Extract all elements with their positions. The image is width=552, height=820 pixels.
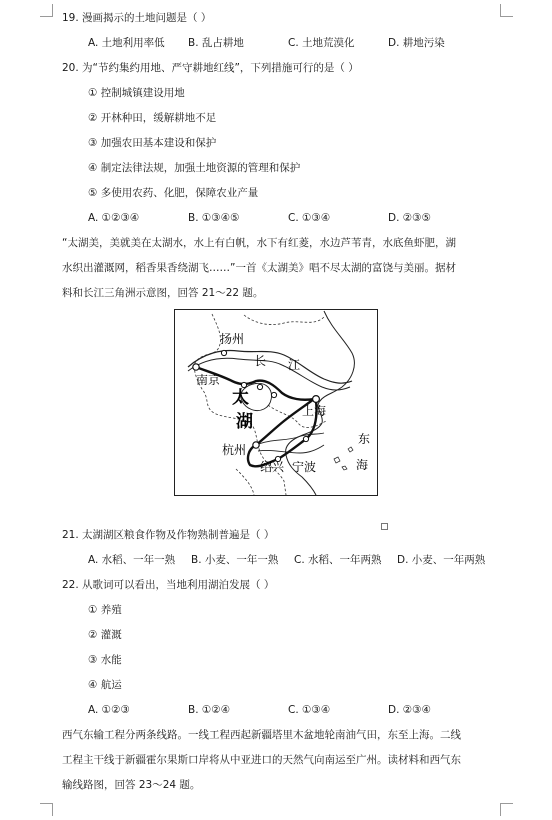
city-dot-changzhou [241, 382, 246, 387]
q20-item-3: ③ 加强农田基本建设和保护 [88, 137, 217, 149]
corner-mark-bottom-left [40, 803, 53, 816]
q20-stem: 20. 为“节约集约用地、严守耕地红线”，下列措施可行的是（ ） [62, 62, 359, 74]
q19-option-b: B. 乱占耕地 [188, 37, 244, 49]
corner-mark-top-left [40, 4, 53, 17]
q21-option-d: D. 小麦、一年两熟 [397, 554, 486, 566]
q19-option-a: A. 土地利用率低 [88, 37, 165, 49]
q22-item-4: ④ 航运 [88, 679, 122, 691]
label-hai: 海 [356, 458, 369, 472]
q22-item-3: ③ 水能 [88, 654, 122, 666]
q21-options [88, 553, 485, 567]
q20-item-4: ④ 制定法律法规，加强土地资源的管理和保护 [88, 162, 301, 174]
q21-stem: 21. 太湖湖区粮食作物及作物熟制普遍是（ ） [62, 529, 275, 541]
yangtze-delta-map [174, 309, 378, 496]
label-tai: 太 [232, 388, 249, 408]
q22-stem: 22. 从歌词可以看出，当地利用湖泊发展（ ） [62, 579, 275, 591]
city-dot-ningbo [303, 436, 308, 441]
q20-item-5: ⑤ 多使用农药、化肥，保障农业产量 [88, 187, 259, 199]
passage1-line-2: 水织出灌溉网，稻香果香绕湖飞……”一首《太湖美》唱不尽太湖的富饶与美丽。据材 [62, 262, 456, 274]
passage1-line-1: “太湖美，美就美在太湖水，水上有白帆，水下有红菱，水边芦苇青，水底鱼虾肥，湖 [62, 237, 456, 249]
q20-options [88, 211, 431, 225]
passage2-line-1: 西气东输工程分两条线路。一线工程西起新疆塔里木盆地轮南油气田，东至上海。二线 [62, 729, 461, 741]
passage1-line-3: 料和长江三角洲示意图，回答 21～22 题。 [62, 287, 264, 299]
q21-option-a: A. 水稻、一年一熟 [88, 554, 176, 566]
label-ningbo: 宁波 [292, 460, 317, 474]
city-dot-hangzhou [253, 442, 259, 448]
label-chang: 长 [254, 354, 267, 368]
city-dot-shanghai [313, 396, 320, 403]
city-dot-wuxi [257, 384, 262, 389]
q20-item-2: ② 开林种田，缓解耕地不足 [88, 112, 217, 124]
q19-option-d: D. 耕地污染 [388, 37, 445, 49]
label-yangzhou: 扬州 [220, 332, 245, 346]
corner-mark-top-right [500, 4, 513, 17]
passage2-line-2: 工程主干线于新疆霍尔果斯口岸将从中亚进口的天然气向南运至广州。读材料和西气东 [62, 754, 461, 766]
label-hu: 湖 [236, 412, 253, 432]
q20-option-c: C. ①③④ [288, 212, 331, 224]
q19-option-c: C. 土地荒漠化 [288, 37, 355, 49]
label-jiang: 江 [288, 358, 301, 372]
label-nanjing: 南京 [196, 373, 221, 387]
city-dot-nanjing [193, 364, 199, 370]
q22-option-d: D. ②③④ [388, 704, 431, 716]
q22-item-1: ① 养殖 [88, 604, 122, 616]
label-shaoxing: 绍兴 [260, 460, 285, 474]
q22-option-c: C. ①③④ [288, 704, 331, 716]
q19-options [88, 36, 445, 50]
q22-option-a: A. ①②③ [88, 704, 130, 716]
q20-item-1: ① 控制城镇建设用地 [88, 87, 185, 99]
q21-option-c: C. 水稻、一年两熟 [294, 554, 382, 566]
city-dot-yangzhou [221, 350, 226, 355]
corner-mark-bottom-right [500, 803, 513, 816]
label-shanghai: 上海 [302, 404, 327, 418]
label-dong: 东 [358, 432, 371, 446]
q21-option-b: B. 小麦、一年一熟 [191, 554, 279, 566]
q22-option-b: B. ①②④ [188, 704, 231, 716]
city-dot-suzhou [271, 392, 276, 397]
q20-option-d: D. ②③⑤ [388, 212, 431, 224]
q22-options [88, 703, 431, 717]
q19-stem: 19. 漫画揭示的土地问题是（ ） [62, 12, 212, 24]
q20-option-a: A. ①②③④ [88, 212, 140, 224]
q20-option-b: B. ①③④⑤ [188, 212, 240, 224]
passage2-line-3: 输线路图，回答 23～24 题。 [62, 779, 201, 791]
anchor-box [381, 523, 388, 530]
q22-item-2: ② 灌溉 [88, 629, 122, 641]
label-hangzhou: 杭州 [222, 443, 247, 457]
